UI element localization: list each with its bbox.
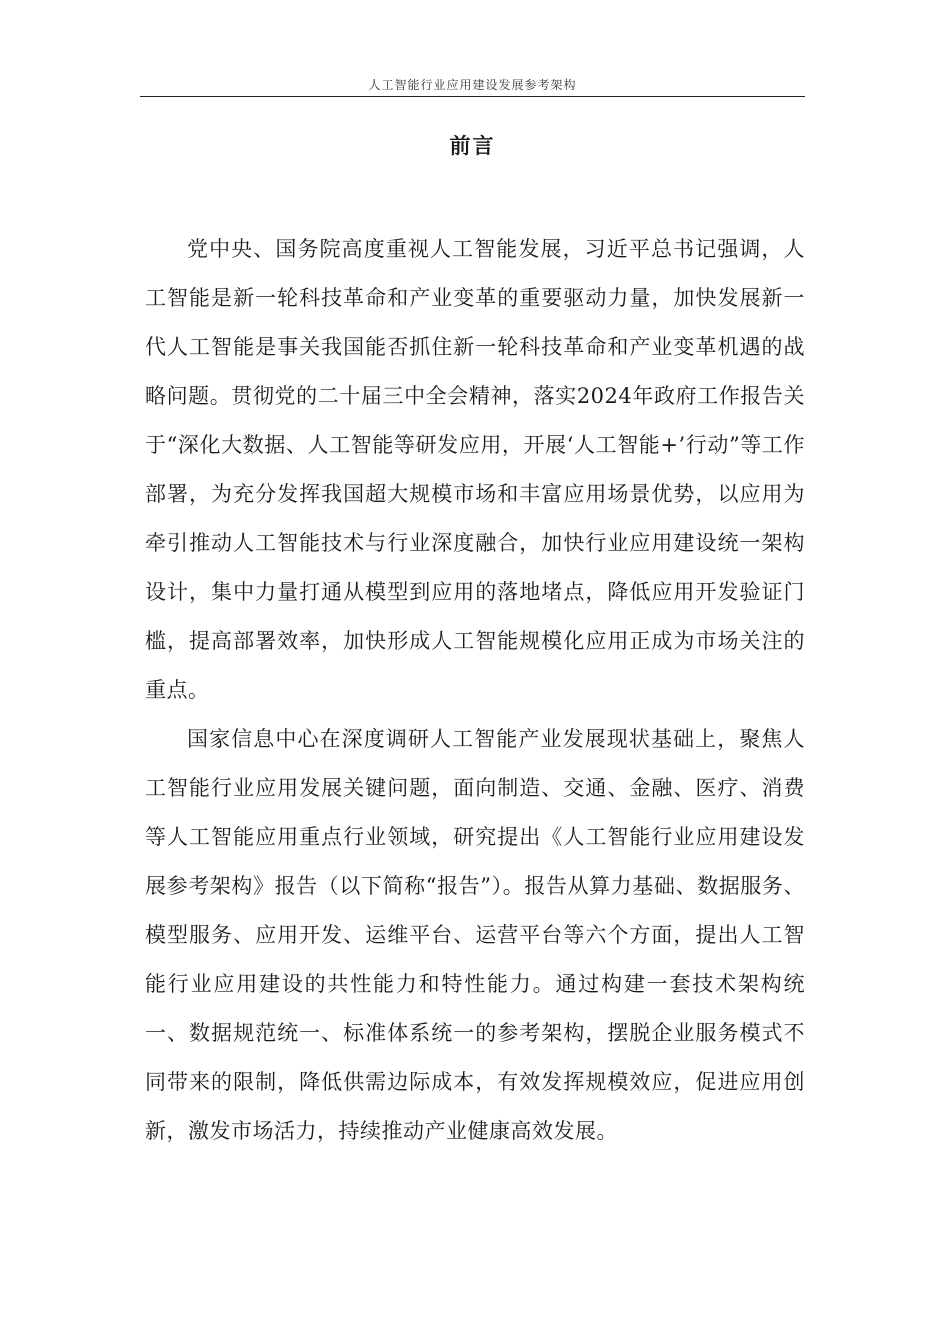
paragraph-1: 党中央、国务院高度重视人工智能发展，习近平总书记强调，人工智能是新一轮科技革命和产业变革的重要驱动力量，加快发展新一代人工智能是事关我国能否抓住新一轮科技革命和产业变革机遇的战略问题。贯彻党的二十届三中全会精神，落实2024年政府工作报告关于“深化大数据、人工智能等研发应用，开展‘人工智能+’行动”等工作部署，为充分发挥我国超大规模市场和丰富应用场景优势，以应用为牵引推动人工智能技术与行业深度融合，加快行业应用建设统一架构设计，集中力量打通从模型到应用的落地堵点，降低应用开发验证门槛，提高部署效率，加快形成人工智能规模化应用正成为市场关注的重点。 [145,237,805,702]
running-header: 人工智能行业应用建设发展参考架构 [368,78,577,92]
paragraph-2: 国家信息中心在深度调研人工智能产业发展现状基础上，聚焦人工智能行业应用发展关键问题，面向制造、交通、金融、医疗、消费等人工智能应用重点行业领域，研究提出《人工智能行业应用建设发展参考架构》报告（以下简称“报告”）。报告从算力基础、数据服务、模型服务、应用开发、运维平台、运营平台等六个方面，提出人工智能行业应用建设的共性能力和特性能力。通过构建一套技术架构统一、数据规范统一、标准体系统一的参考架构，摆脱企业服务模式不同带来的限制，降低供需边际成本，有效发挥规模效应，促进应用创新，激发市场活力，持续推动产业健康高效发展。 [145,727,805,1143]
header-divider [140,96,805,97]
section-title: 前言 [449,133,496,158]
body-text [145,225,805,1156]
